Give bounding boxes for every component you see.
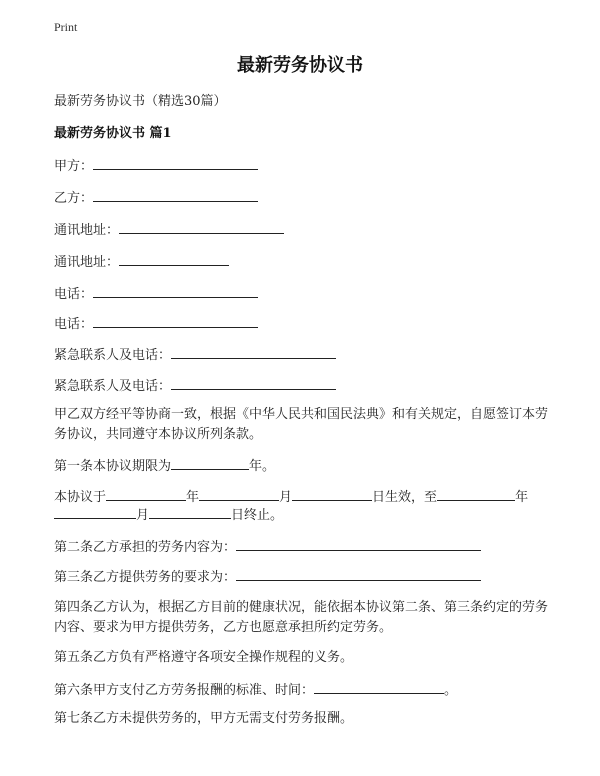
article-3 (54, 567, 481, 587)
address-line-2 (54, 252, 229, 272)
phone-line-1 (54, 284, 258, 304)
address-blank-1 (119, 220, 284, 234)
emergency-blank-2 (171, 376, 336, 390)
article-3-blank (236, 567, 481, 581)
start-month-unit: 月 (279, 490, 293, 505)
article-6-blank (314, 680, 444, 694)
document-title: 最新劳务协议书 (237, 55, 363, 76)
article-1-blank (171, 456, 249, 470)
article-2-blank (236, 537, 481, 551)
phone-blank-1 (93, 284, 258, 298)
article-2-label: 第二条乙方承担的劳务内容为： (54, 540, 237, 555)
end-month-unit: 月 (136, 508, 150, 523)
intro-paragraph: 甲乙双方经平等协商一致，根据《中华人民共和国民法典》和有关规定，自愿签订本劳务协议，共同遵守本协议所列条款。 (54, 407, 549, 442)
phone-line-2 (54, 314, 258, 334)
start-year-blank (106, 487, 186, 501)
party-b-label: 乙方： (54, 191, 94, 206)
address-blank-2 (119, 252, 229, 266)
party-a-label: 甲方： (54, 159, 94, 174)
period-end-line (54, 505, 283, 525)
party-b-line (54, 188, 258, 208)
article-2 (54, 537, 481, 557)
section-heading: 最新劳务协议书 篇1 (54, 126, 172, 141)
end-day-blank (149, 505, 231, 519)
emergency-line-1 (54, 345, 336, 365)
address-label-1: 通讯地址： (54, 223, 120, 238)
end-year-blank (437, 487, 515, 501)
article-1 (54, 456, 275, 476)
article-1-prefix: 第一条本协议期限为 (54, 459, 172, 474)
emergency-blank-1 (171, 345, 336, 359)
party-a-blank (93, 156, 258, 170)
print-link[interactable]: Print (54, 20, 78, 34)
address-line-1 (54, 220, 284, 240)
end-month-blank (54, 505, 136, 519)
article-1-suffix: 年。 (249, 459, 276, 474)
start-month-blank (199, 487, 279, 501)
address-label-2: 通讯地址： (54, 255, 120, 270)
party-a-line (54, 156, 258, 176)
article-4: 第四条乙方认为，根据乙方目前的健康状况，能依据本协议第二条、第三条约定的劳务内容、要求为甲方提供劳务，乙方也愿意承担所约定劳务。 (54, 600, 549, 635)
article-5: 第五条乙方负有严格遵守各项安全操作规程的义务。 (54, 650, 354, 665)
phone-label-1: 电话： (54, 287, 94, 302)
article-3-label: 第三条乙方提供劳务的要求为： (54, 570, 237, 585)
emergency-label-1: 紧急联系人及电话： (54, 348, 172, 363)
document-subtitle: 最新劳务协议书（精选30篇） (54, 94, 227, 109)
article-6-label: 第六条甲方支付乙方劳务报酬的标准、时间： (54, 683, 315, 698)
article-6 (54, 680, 457, 700)
end-year-unit: 年 (515, 490, 529, 505)
article-6-suffix: 。 (444, 683, 458, 698)
emergency-label-2: 紧急联系人及电话： (54, 379, 172, 394)
end-label: 日终止。 (231, 508, 284, 523)
start-day-blank (292, 487, 372, 501)
phone-blank-2 (93, 314, 258, 328)
start-year-unit: 年 (186, 490, 200, 505)
period-start-label: 本协议于 (54, 490, 107, 505)
article-7: 第七条乙方未提供劳务的，甲方无需支付劳务报酬。 (54, 711, 354, 726)
phone-label-2: 电话： (54, 317, 94, 332)
emergency-line-2 (54, 376, 336, 396)
effective-label: 日生效，至 (372, 490, 438, 505)
period-line (54, 487, 528, 507)
party-b-blank (93, 188, 258, 202)
